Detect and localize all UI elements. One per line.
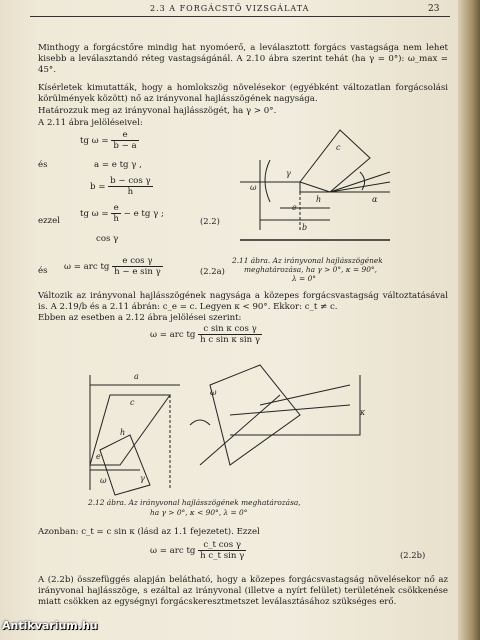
figure-2-12-diagram	[60, 355, 420, 505]
svg-text:ω: ω	[250, 183, 257, 192]
page-edge-shadow	[458, 0, 480, 640]
watermark-text: Antikvarium.hu	[2, 619, 98, 632]
figure-2-11-caption-line-1: 2.11 ábra. Az irányvonal hajlásszögének	[232, 256, 383, 265]
equation-number-2-2b: (2.2b)	[400, 550, 426, 560]
paragraph-7: Azonban: c_t = c sin κ (lásd az 1.1 fejezetet). Ezzel	[38, 527, 260, 537]
figure-2-12-caption-line-1: 2.12 ábra. Az irányvonal hajlásszögének meghatározása,	[88, 498, 301, 507]
figure-2-12-caption-line-2: ha γ > 0°, κ < 90°, λ = 0°	[150, 508, 248, 517]
equation-2: a = e tg γ ,	[94, 160, 142, 170]
svg-text:c: c	[336, 143, 341, 152]
svg-text:b: b	[302, 223, 308, 232]
equation-1: tg ω = $\frac{e}{b - a}$	[80, 130, 137, 151]
paragraph-8: A (2.2b) összefüggés alapján belátható, hogy a közepes forgácsvastagság növelésekor nő az irányvonal hajlásszöge, s ezáltal az irányvonal (illetve a nyírt felület) területének csökkenése miatt csökken az egységnyi forgácskeresztmetszet leválasztásához szükséges erő.	[38, 575, 448, 608]
paragraph-2: Kísérletek kimutatták, hogy a homlokszög növelésekor (egyébként változatlan forgácsolási körülmények között) nő az irányvonal hajlásszögének nagysága.	[38, 83, 448, 105]
paragraph-6: Ebben az esetben a 2.12 ábra jelölései szerint:	[38, 313, 242, 323]
svg-text:κ: κ	[360, 408, 366, 417]
svg-text:a: a	[134, 372, 139, 381]
svg-text:h: h	[120, 428, 126, 437]
equation-7: ω = arc tg $\frac{\text{c\_t cos γ}}{\text{h c\_t sin γ}}$	[150, 540, 245, 561]
equation-6: ω = arc tg $\frac{\text{c sin κ cos γ}}{\text{h c sin κ sin γ}}$	[150, 324, 261, 345]
paragraph-5: Változik az irányvonal hajlásszögének nagysága a közepes forgácsvastagság változtatásával is. A 2.19/b és a 2.11 ábrán: c_e = c. Legyen κ < 90°. Ekkor: c_t ≠ c.	[38, 291, 448, 313]
svg-text:c: c	[130, 398, 135, 407]
page-number: 23	[428, 4, 440, 14]
equation-number-2-2a: (2.2a)	[200, 266, 225, 276]
figure-2-11-caption-line-3: λ = 0°	[292, 274, 316, 283]
equation-4-denominator: cos γ	[96, 234, 119, 244]
running-header: 2.3 A FORGÁCSTŐ VIZSGÁLATA	[150, 4, 310, 13]
svg-text:ω: ω	[210, 388, 217, 397]
paragraph-4: A 2.11 ábra jelöléseivel:	[38, 118, 143, 128]
paragraph-1: Minthogy a forgácstőre mindig hat nyomóerő, a leválasztott forgács vastagsága nem lehet kisebb a leválasztandó réteg vastagságánál. A 2.10 ábra szerint tehát (ha γ = 0°): ω_max = 45°.	[38, 43, 448, 76]
equation-4: tg ω = $\frac{e}{h}$ − e tg γ ;	[80, 203, 164, 224]
svg-text:α: α	[372, 195, 378, 204]
figure-2-11-caption-line-2: meghatározása, ha γ > 0°, κ = 90°,	[244, 265, 377, 274]
svg-text:e: e	[96, 452, 101, 461]
equation-number-2-2: (2.2)	[200, 216, 220, 226]
equation-3: b = $\frac{\text{b − cos γ}}{h}$	[90, 176, 151, 197]
figure-2-11-diagram	[240, 120, 400, 260]
label-ezzel: ezzel	[38, 216, 60, 226]
label-es-2: és	[38, 266, 48, 276]
equation-5: ω = arc tg $\frac{\text{e cos γ}}{\text{h − e sin γ}}$	[64, 256, 161, 277]
label-es-1: és	[38, 160, 48, 170]
header-rule	[30, 16, 450, 17]
paragraph-3: Határozzuk meg az irányvonal hajlásszögét, ha γ > 0°.	[38, 106, 277, 116]
svg-text:h: h	[316, 195, 322, 204]
svg-text:γ: γ	[140, 474, 145, 483]
svg-text:ω: ω	[100, 476, 107, 485]
svg-text:γ: γ	[286, 169, 291, 178]
svg-text:e: e	[292, 203, 297, 212]
